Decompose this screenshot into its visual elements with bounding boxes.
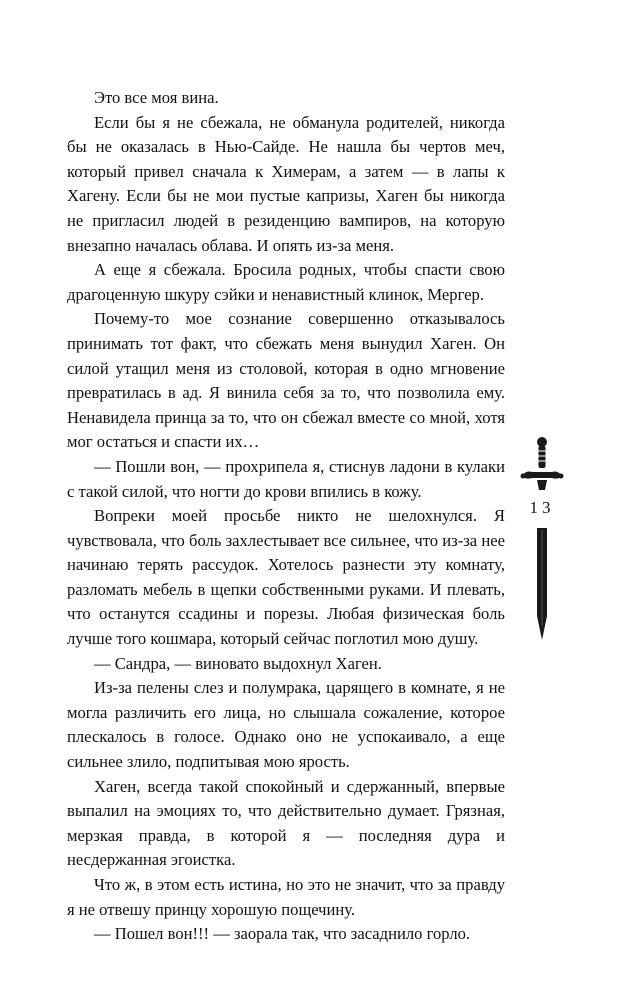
- sword-icon: [520, 436, 564, 642]
- paragraph: Хаген, всегда такой спокойный и сдержанный, впервые выпалил на эмоциях то, что действительно думает. Грязная, мерзкая правда, в которой я — последняя дура и несдержанная эгоистка.: [67, 776, 505, 870]
- paragraph: — Пошли вон, — прохрипела я, стиснув ладони в кулаки с такой силой, что ногти до крови впились в кожу.: [67, 456, 505, 501]
- paragraph: Вопреки моей просьбе никто не шелохнулся. Я чувствовала, что боль захлестывает все сильнее, что из-за нее начинаю терять рассудок. Хотелось разнести эту комнату, разломать мебель в щепки собственными руками. И плевать, что останутся ссадины и порезы. Любая физическая боль лучше того кошмара, который сейчас поглотил мою душу.: [67, 506, 505, 649]
- paragraph: Если бы я не сбежала, не обманула родителей, никогда бы не оказалась в Нью-Сайде. Не нашла бы чертов меч, который привел сначала к Химерам, а затем — в лапы к Хагену. Если бы не мои пустые капризы, Хаген бы никогда не пригласил людей в резиденцию вампиров, на которую внезапно началась облава. И опять из-за меня.: [67, 112, 505, 255]
- paragraph: — Пошел вон!!! — заорала так, что засаднило горло.: [94, 924, 471, 944]
- body-text: [67, 86, 505, 947]
- page-number: 13: [520, 498, 564, 518]
- paragraph: Это все моя вина.: [94, 88, 219, 107]
- paragraph: А еще я сбежала. Бросила родных, чтобы спасти свою драгоценную шкуру сэйки и ненавистный клинок, Мергер.: [67, 260, 505, 304]
- paragraph: Из-за пелены слез и полумрака, царящего в комнате, я не могла различить его лица, но слышала сожаление, которое плескалось в голосе. Однако оно не успокаивало, а еще сильнее злило, подпитывая мою ярость.: [67, 678, 505, 772]
- paragraph: Что ж, в этом есть истина, но это не значит, что за правду я не отвешу принцу хорошую пощечину.: [67, 875, 505, 919]
- paragraph: Почему-то мое сознание совершенно отказывалось принимать тот факт, что сбежать меня вынудил Хаген. Он силой утащил меня из столовой, которая в одно мгновение превратилась в ад. Я винила себя за то, что позволила ему. Ненавидела принца за то, что он сбежал вместе со мной, хотя мог остаться и спасти их…: [67, 309, 505, 452]
- paragraph: — Сандра, — виновато выдохнул Хаген.: [94, 653, 382, 673]
